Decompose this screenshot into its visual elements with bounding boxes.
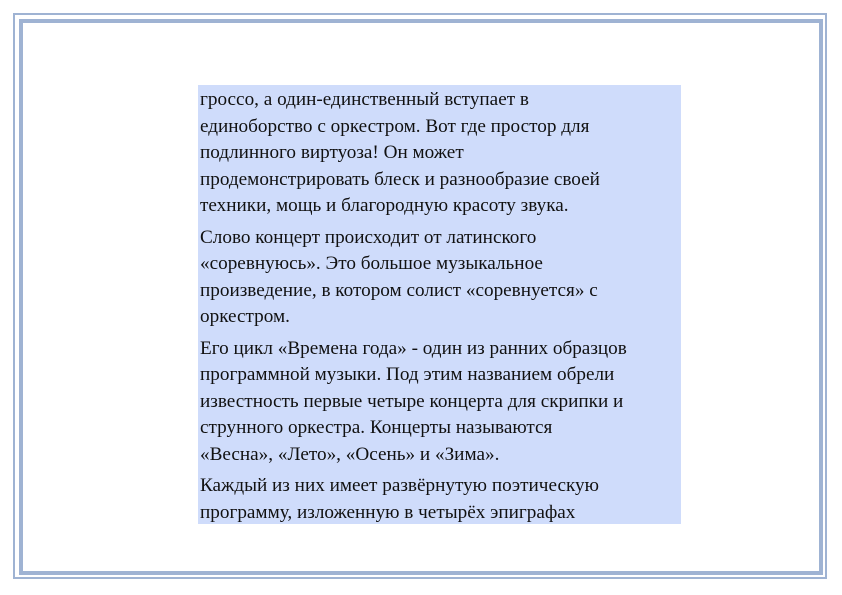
text-line: «Весна», «Лето», «Осень» и «Зима». (200, 443, 500, 465)
text-line: техники, мощь и благородную красоту звука. (200, 195, 569, 216)
text-line: «соревнуюсь». Это большое музыкальное (200, 253, 543, 274)
text-line: подлинного виртуоза! Он может (200, 142, 464, 163)
paragraph-2 (200, 225, 679, 331)
text-box (198, 85, 681, 524)
text-line: гроссо, а один-единственный вступает в (200, 89, 529, 110)
text-line: продемонстрировать блеск и разнообразие своей (200, 168, 600, 190)
text-line: Каждый из них имеет развёрнутую поэтическую (200, 475, 599, 496)
paragraph-4 (200, 473, 679, 526)
text-line: оркестром. (200, 306, 290, 327)
text-line: струнного оркестра. Концерты называются (200, 417, 553, 438)
text-line: программу, изложенную в четырёх эпиграфах (200, 501, 576, 523)
paragraph-3 (200, 336, 679, 469)
text-line: известность первые четыре концерта для скрипки и (200, 390, 624, 412)
text-line: единоборство с оркестром. Вот где простор для (200, 115, 590, 137)
paragraph-1 (200, 87, 679, 220)
text-line: произведение, в котором солист «соревнуется» с (200, 279, 598, 301)
text-line: Его цикл «Времена года» - один из ранних образцов (200, 337, 627, 359)
text-line: программной музыки. Под этим названием обрели (200, 364, 615, 385)
text-line: Слово концерт происходит от латинского (200, 226, 537, 248)
